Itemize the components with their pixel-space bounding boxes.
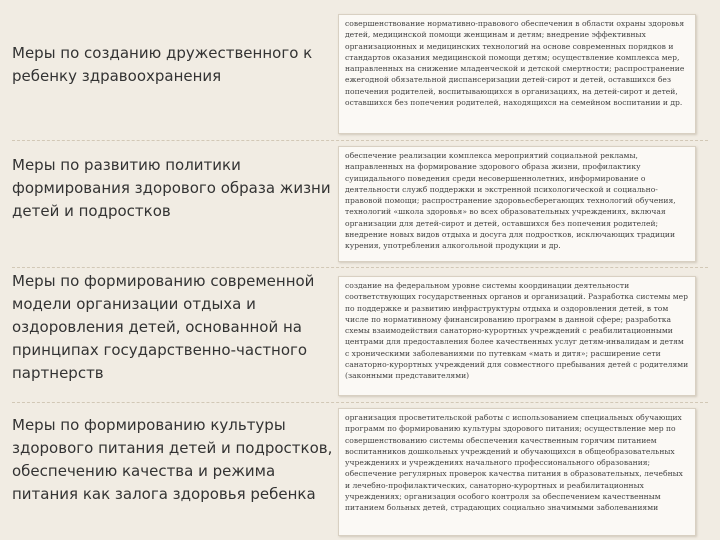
row-1-text-box: совершенствование нормативно-правового обеспечения в области охраны здоровья детей, медицинской помощи женщинам и детям; внедрение эффективных организационных и медицинских технологий на основе современных порядков и стандартов оказания медицинской помощи детям; осуществление комплекса мер, направленных на снижение младенческой и детской смертности; распространение ежегодной обязательной диспансеризации детей-сирот и детей, оставшихся без попечения родителей, воспитывающихся в организациях, на детей-сирот и детей, оставшихся без попечения родителей, находящихся на семейном воспитании и др. (338, 14, 696, 134)
row-4-title: Меры по формированию культуры здорового питания детей и подростков, обеспечению качества и режима питания как залога здоровья ребенка (12, 416, 333, 503)
row-3-text-box: создание на федеральном уровне системы координации деятельности соответствующих государственных органов и организаций. Разработка системы мер по поддержке и развитию инфраструктуры отдыха и оздоровления детей, в том числе по нормативному финансированию программ в данной сфере; разработка схемы взаимодействия санаторно-курортных учреждений с реабилитационными центрами для предоставления более качественных услуг детям-инвалидам и детям с хроническими заболеваниями по путевкам «мать и дитя»; расширение сети санаторно-курортных учреждений для совместного пребывания детей с родителями (законными представителями) (338, 276, 696, 396)
separator (12, 140, 708, 141)
separator (12, 267, 708, 268)
row-2-title: Меры по развитию политики формирования здорового образа жизни детей и подростков (12, 156, 331, 220)
row-4-text-box: организация просветительской работы с использованием специальных обучающих программ по формированию культуры здорового питания; осуществление мер по совершенствованию системы обеспечения качественным горячим питанием воспитанников дошкольных учреждений и обучающихся в общеобразовательных учреждениях и учреждениях начального профессионального образования; обеспечение регулярных проверок качества питания в образовательных, лечебных и лечебно-профилактических, санаторно-курортных и реабилитационных учреждениях; организация особого контроля за обеспечением качественным питанием больных детей, страдающих социально значимыми заболеваниями (338, 408, 696, 536)
separator (12, 402, 708, 403)
row-3-title: Меры по формированию современной модели организации отдыха и оздоровления детей, основанной на принципах государственно-частного партнерств (12, 272, 315, 382)
row-2-text-box: обеспечение реализации комплекса мероприятий социальной рекламы, направленных на формирование здорового образа жизни, профилактику суицидального поведения среди несовершеннолетних, информирование о деятельности служб поддержки и экстренной психологической и социально-правовой помощи; распространение здоровьесберегающих технологий обучения, технологий «школа здоровья» во всех образовательных учреждениях, включая организации для детей-сирот и детей, оставшихся без попечения родителей; внедрение новых видов отдыха и досуга для подростков, исключающих традиции курения, употребления алкогольной продукции и др. (338, 146, 696, 262)
row-1-title: Меры по созданию дружественного к ребенку здравоохранения (12, 44, 313, 85)
